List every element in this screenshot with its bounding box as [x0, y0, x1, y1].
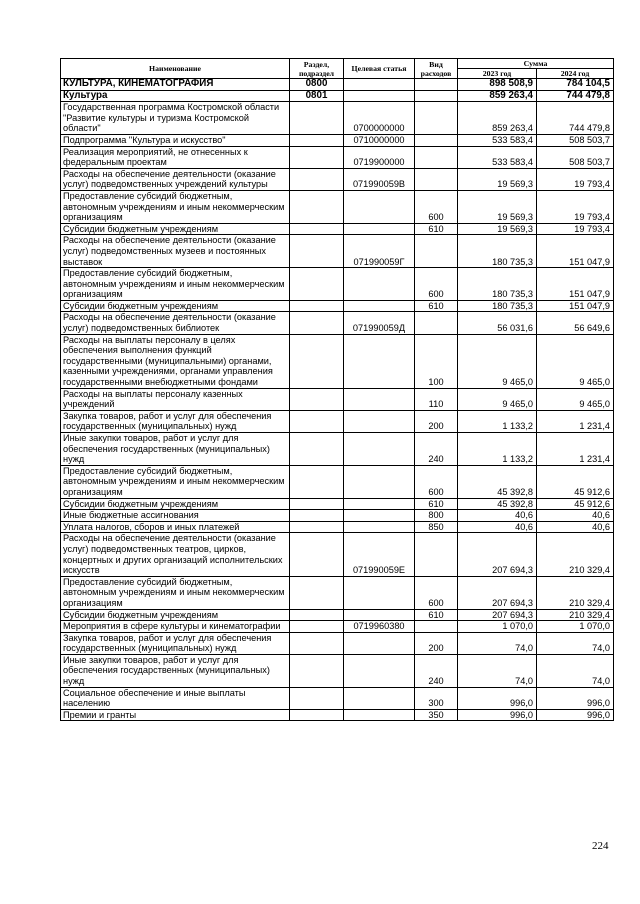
cell-name: Закупка товаров, работ и услуг для обеспечения государственных (муниципальных) нужд: [61, 410, 290, 432]
cell-target: 071990059В: [344, 168, 415, 190]
cell-name: Закупка товаров, работ и услуг для обеспечения государственных (муниципальных) нужд: [61, 632, 290, 654]
cell-sum-2023: 996,0: [458, 709, 537, 721]
cell-type: [415, 90, 458, 102]
table-row: [61, 533, 614, 576]
cell-type: 200: [415, 410, 458, 432]
budget-table: [60, 58, 614, 721]
cell-target: 071990059Е: [344, 533, 415, 576]
cell-type: 350: [415, 709, 458, 721]
cell-sum-2023: 996,0: [458, 687, 537, 709]
table-row: [61, 190, 614, 223]
cell-section: [290, 498, 344, 510]
cell-sum-2024: 1 231,4: [537, 410, 614, 432]
cell-sum-2024: 744 479,8: [537, 90, 614, 102]
cell-section: 0801: [290, 90, 344, 102]
header-year-2023: 2023 год: [458, 69, 537, 79]
cell-type: 300: [415, 687, 458, 709]
cell-type: 610: [415, 300, 458, 312]
cell-name: Иные бюджетные ассигнования: [61, 510, 290, 522]
table-row: [61, 300, 614, 312]
cell-target: [344, 465, 415, 498]
cell-sum-2024: 151 047,9: [537, 268, 614, 301]
header-sum: Сумма: [458, 59, 614, 69]
cell-section: [290, 654, 344, 687]
table-row: [61, 410, 614, 432]
cell-type: 110: [415, 388, 458, 410]
cell-type: [415, 312, 458, 334]
table-row: [61, 576, 614, 609]
cell-sum-2023: 207 694,3: [458, 576, 537, 609]
cell-target: [344, 709, 415, 721]
cell-target: [344, 79, 415, 91]
cell-sum-2023: 19 569,3: [458, 168, 537, 190]
cell-type: 600: [415, 190, 458, 223]
table-row: [61, 521, 614, 533]
cell-name: Расходы на выплаты персоналу казенных учреждений: [61, 388, 290, 410]
table-row: [61, 709, 614, 721]
cell-sum-2024: 74,0: [537, 654, 614, 687]
cell-type: 200: [415, 632, 458, 654]
cell-section: [290, 687, 344, 709]
cell-sum-2024: 744 479,8: [537, 102, 614, 135]
cell-sum-2024: 508 503,7: [537, 146, 614, 168]
cell-name: Расходы на обеспечение деятельности (оказание услуг) подведомственных музеев и постоянных выставок: [61, 235, 290, 268]
cell-name: Расходы на обеспечение деятельности (оказание услуг) подведомственных театров, цирков, концертных и других организаций исполнительских искусств: [61, 533, 290, 576]
cell-sum-2024: 1 070,0: [537, 621, 614, 633]
cell-type: [415, 146, 458, 168]
cell-section: [290, 268, 344, 301]
cell-type: 600: [415, 465, 458, 498]
table-row: [61, 609, 614, 621]
cell-section: [290, 190, 344, 223]
cell-target: [344, 687, 415, 709]
cell-name: Предоставление субсидий бюджетным, автономным учреждениям и иным некоммерческим организациям: [61, 576, 290, 609]
cell-target: [344, 433, 415, 466]
table-row: [61, 268, 614, 301]
cell-sum-2023: 207 694,3: [458, 533, 537, 576]
cell-name: Предоставление субсидий бюджетным, автономным учреждениям и иным некоммерческим организациям: [61, 465, 290, 498]
cell-name: Мероприятия в сфере культуры и кинематографии: [61, 621, 290, 633]
cell-sum-2024: 45 912,6: [537, 465, 614, 498]
cell-type: 850: [415, 521, 458, 533]
cell-name: Расходы на обеспечение деятельности (оказание услуг) подведомственных учреждений культуры: [61, 168, 290, 190]
cell-name: Подпрограмма "Культура и искусство": [61, 134, 290, 146]
cell-sum-2023: 45 392,8: [458, 465, 537, 498]
cell-section: [290, 609, 344, 621]
cell-section: [290, 146, 344, 168]
cell-type: 240: [415, 654, 458, 687]
cell-target: [344, 609, 415, 621]
cell-sum-2023: 207 694,3: [458, 609, 537, 621]
cell-sum-2023: 1 070,0: [458, 621, 537, 633]
cell-type: [415, 533, 458, 576]
cell-target: [344, 334, 415, 388]
header-type: Вид расходов: [415, 59, 458, 79]
cell-sum-2023: 533 583,4: [458, 146, 537, 168]
cell-target: 0700000000: [344, 102, 415, 135]
header-row-1: [61, 59, 614, 69]
cell-sum-2024: 784 104,5: [537, 79, 614, 91]
header-year-2024: 2024 год: [537, 69, 614, 79]
table-row: [61, 168, 614, 190]
cell-sum-2023: 180 735,3: [458, 268, 537, 301]
cell-target: [344, 654, 415, 687]
table-row: [61, 79, 614, 91]
cell-sum-2023: 859 263,4: [458, 102, 537, 135]
cell-type: 240: [415, 433, 458, 466]
cell-target: [344, 521, 415, 533]
cell-section: [290, 168, 344, 190]
table-row: [61, 498, 614, 510]
table-row: [61, 632, 614, 654]
table-row: [61, 312, 614, 334]
cell-name: КУЛЬТУРА, КИНЕМАТОГРАФИЯ: [61, 79, 290, 91]
table-row: [61, 102, 614, 135]
cell-target: [344, 576, 415, 609]
cell-section: [290, 433, 344, 466]
cell-type: [415, 102, 458, 135]
cell-sum-2024: 151 047,9: [537, 235, 614, 268]
table-body: [61, 79, 614, 721]
cell-name: Иные закупки товаров, работ и услуг для обеспечения государственных (муниципальных) нужд: [61, 654, 290, 687]
cell-sum-2024: 19 793,4: [537, 190, 614, 223]
cell-section: [290, 533, 344, 576]
cell-sum-2024: 45 912,6: [537, 498, 614, 510]
cell-section: [290, 312, 344, 334]
cell-sum-2024: 151 047,9: [537, 300, 614, 312]
cell-name: Государственная программа Костромской области "Развитие культуры и туризма Костромской области": [61, 102, 290, 135]
cell-sum-2023: 180 735,3: [458, 235, 537, 268]
cell-target: [344, 268, 415, 301]
cell-sum-2023: 898 508,9: [458, 79, 537, 91]
cell-name: Иные закупки товаров, работ и услуг для обеспечения государственных (муниципальных) нужд: [61, 433, 290, 466]
cell-sum-2024: 210 329,4: [537, 609, 614, 621]
cell-name: Реализация мероприятий, не отнесенных к федеральным проектам: [61, 146, 290, 168]
cell-section: [290, 300, 344, 312]
cell-sum-2023: 40,6: [458, 521, 537, 533]
cell-sum-2024: 996,0: [537, 687, 614, 709]
cell-target: [344, 190, 415, 223]
cell-name: Расходы на выплаты персоналу в целях обеспечения выполнения функций государственными (муниципальными) органами, казенными учреждениями, органами управления государственными внебюджетными фондами: [61, 334, 290, 388]
cell-type: [415, 168, 458, 190]
cell-sum-2024: 40,6: [537, 521, 614, 533]
cell-sum-2024: 9 465,0: [537, 388, 614, 410]
cell-name: Социальное обеспечение и иные выплаты населению: [61, 687, 290, 709]
cell-target: 0719900000: [344, 146, 415, 168]
cell-section: [290, 102, 344, 135]
cell-target: 071990059Г: [344, 235, 415, 268]
cell-type: 800: [415, 510, 458, 522]
page-number: 224: [592, 840, 609, 852]
cell-section: [290, 510, 344, 522]
cell-sum-2024: 9 465,0: [537, 334, 614, 388]
table-row: [61, 465, 614, 498]
cell-target: [344, 510, 415, 522]
cell-sum-2023: 1 133,2: [458, 410, 537, 432]
cell-sum-2023: 74,0: [458, 632, 537, 654]
table-row: [61, 510, 614, 522]
cell-sum-2024: 210 329,4: [537, 576, 614, 609]
table-row: [61, 334, 614, 388]
cell-sum-2023: 9 465,0: [458, 334, 537, 388]
cell-section: [290, 388, 344, 410]
cell-type: 600: [415, 576, 458, 609]
cell-target: 0719960380: [344, 621, 415, 633]
cell-section: [290, 223, 344, 235]
cell-sum-2024: 56 649,6: [537, 312, 614, 334]
cell-sum-2023: 45 392,8: [458, 498, 537, 510]
cell-name: Предоставление субсидий бюджетным, автономным учреждениям и иным некоммерческим организациям: [61, 268, 290, 301]
table-row: [61, 134, 614, 146]
cell-name: Субсидии бюджетным учреждениям: [61, 223, 290, 235]
cell-sum-2024: 508 503,7: [537, 134, 614, 146]
cell-target: [344, 410, 415, 432]
cell-section: [290, 465, 344, 498]
cell-sum-2023: 56 031,6: [458, 312, 537, 334]
cell-section: [290, 410, 344, 432]
cell-section: [290, 334, 344, 388]
cell-type: 100: [415, 334, 458, 388]
header-target: Целевая статья: [344, 59, 415, 79]
cell-name: Субсидии бюджетным учреждениям: [61, 609, 290, 621]
cell-target: 0710000000: [344, 134, 415, 146]
cell-type: [415, 79, 458, 91]
table-row: [61, 433, 614, 466]
cell-type: [415, 134, 458, 146]
cell-type: [415, 235, 458, 268]
cell-name: Уплата налогов, сборов и иных платежей: [61, 521, 290, 533]
cell-sum-2024: 74,0: [537, 632, 614, 654]
cell-section: [290, 576, 344, 609]
cell-type: 610: [415, 609, 458, 621]
cell-sum-2024: 996,0: [537, 709, 614, 721]
cell-sum-2023: 74,0: [458, 654, 537, 687]
table-row: [61, 654, 614, 687]
cell-section: [290, 235, 344, 268]
cell-sum-2023: 40,6: [458, 510, 537, 522]
cell-sum-2024: 210 329,4: [537, 533, 614, 576]
cell-name: Культура: [61, 90, 290, 102]
table-row: [61, 687, 614, 709]
cell-target: 071990059Д: [344, 312, 415, 334]
budget-document: [60, 58, 613, 721]
cell-sum-2023: 533 583,4: [458, 134, 537, 146]
cell-sum-2024: 19 793,4: [537, 168, 614, 190]
cell-type: [415, 621, 458, 633]
cell-section: 0800: [290, 79, 344, 91]
cell-target: [344, 388, 415, 410]
cell-section: [290, 621, 344, 633]
table-row: [61, 235, 614, 268]
cell-sum-2023: 859 263,4: [458, 90, 537, 102]
cell-sum-2023: 9 465,0: [458, 388, 537, 410]
cell-sum-2023: 19 569,3: [458, 190, 537, 223]
cell-section: [290, 709, 344, 721]
cell-sum-2024: 1 231,4: [537, 433, 614, 466]
header-section: Раздел, подраздел: [290, 59, 344, 79]
cell-target: [344, 90, 415, 102]
cell-name: Субсидии бюджетным учреждениям: [61, 498, 290, 510]
cell-section: [290, 632, 344, 654]
table-row: [61, 223, 614, 235]
cell-target: [344, 300, 415, 312]
header-name: Наименование: [61, 59, 290, 79]
cell-sum-2024: 19 793,4: [537, 223, 614, 235]
table-row: [61, 621, 614, 633]
cell-sum-2023: 19 569,3: [458, 223, 537, 235]
cell-type: 610: [415, 223, 458, 235]
cell-sum-2023: 1 133,2: [458, 433, 537, 466]
cell-sum-2023: 180 735,3: [458, 300, 537, 312]
cell-name: Расходы на обеспечение деятельности (оказание услуг) подведомственных библиотек: [61, 312, 290, 334]
cell-target: [344, 223, 415, 235]
cell-target: [344, 498, 415, 510]
cell-section: [290, 521, 344, 533]
cell-target: [344, 632, 415, 654]
table-row: [61, 146, 614, 168]
cell-section: [290, 134, 344, 146]
cell-sum-2024: 40,6: [537, 510, 614, 522]
table-row: [61, 388, 614, 410]
cell-name: Премии и гранты: [61, 709, 290, 721]
table-row: [61, 90, 614, 102]
cell-type: 610: [415, 498, 458, 510]
cell-name: Субсидии бюджетным учреждениям: [61, 300, 290, 312]
cell-name: Предоставление субсидий бюджетным, автономным учреждениям и иным некоммерческим организациям: [61, 190, 290, 223]
cell-type: 600: [415, 268, 458, 301]
